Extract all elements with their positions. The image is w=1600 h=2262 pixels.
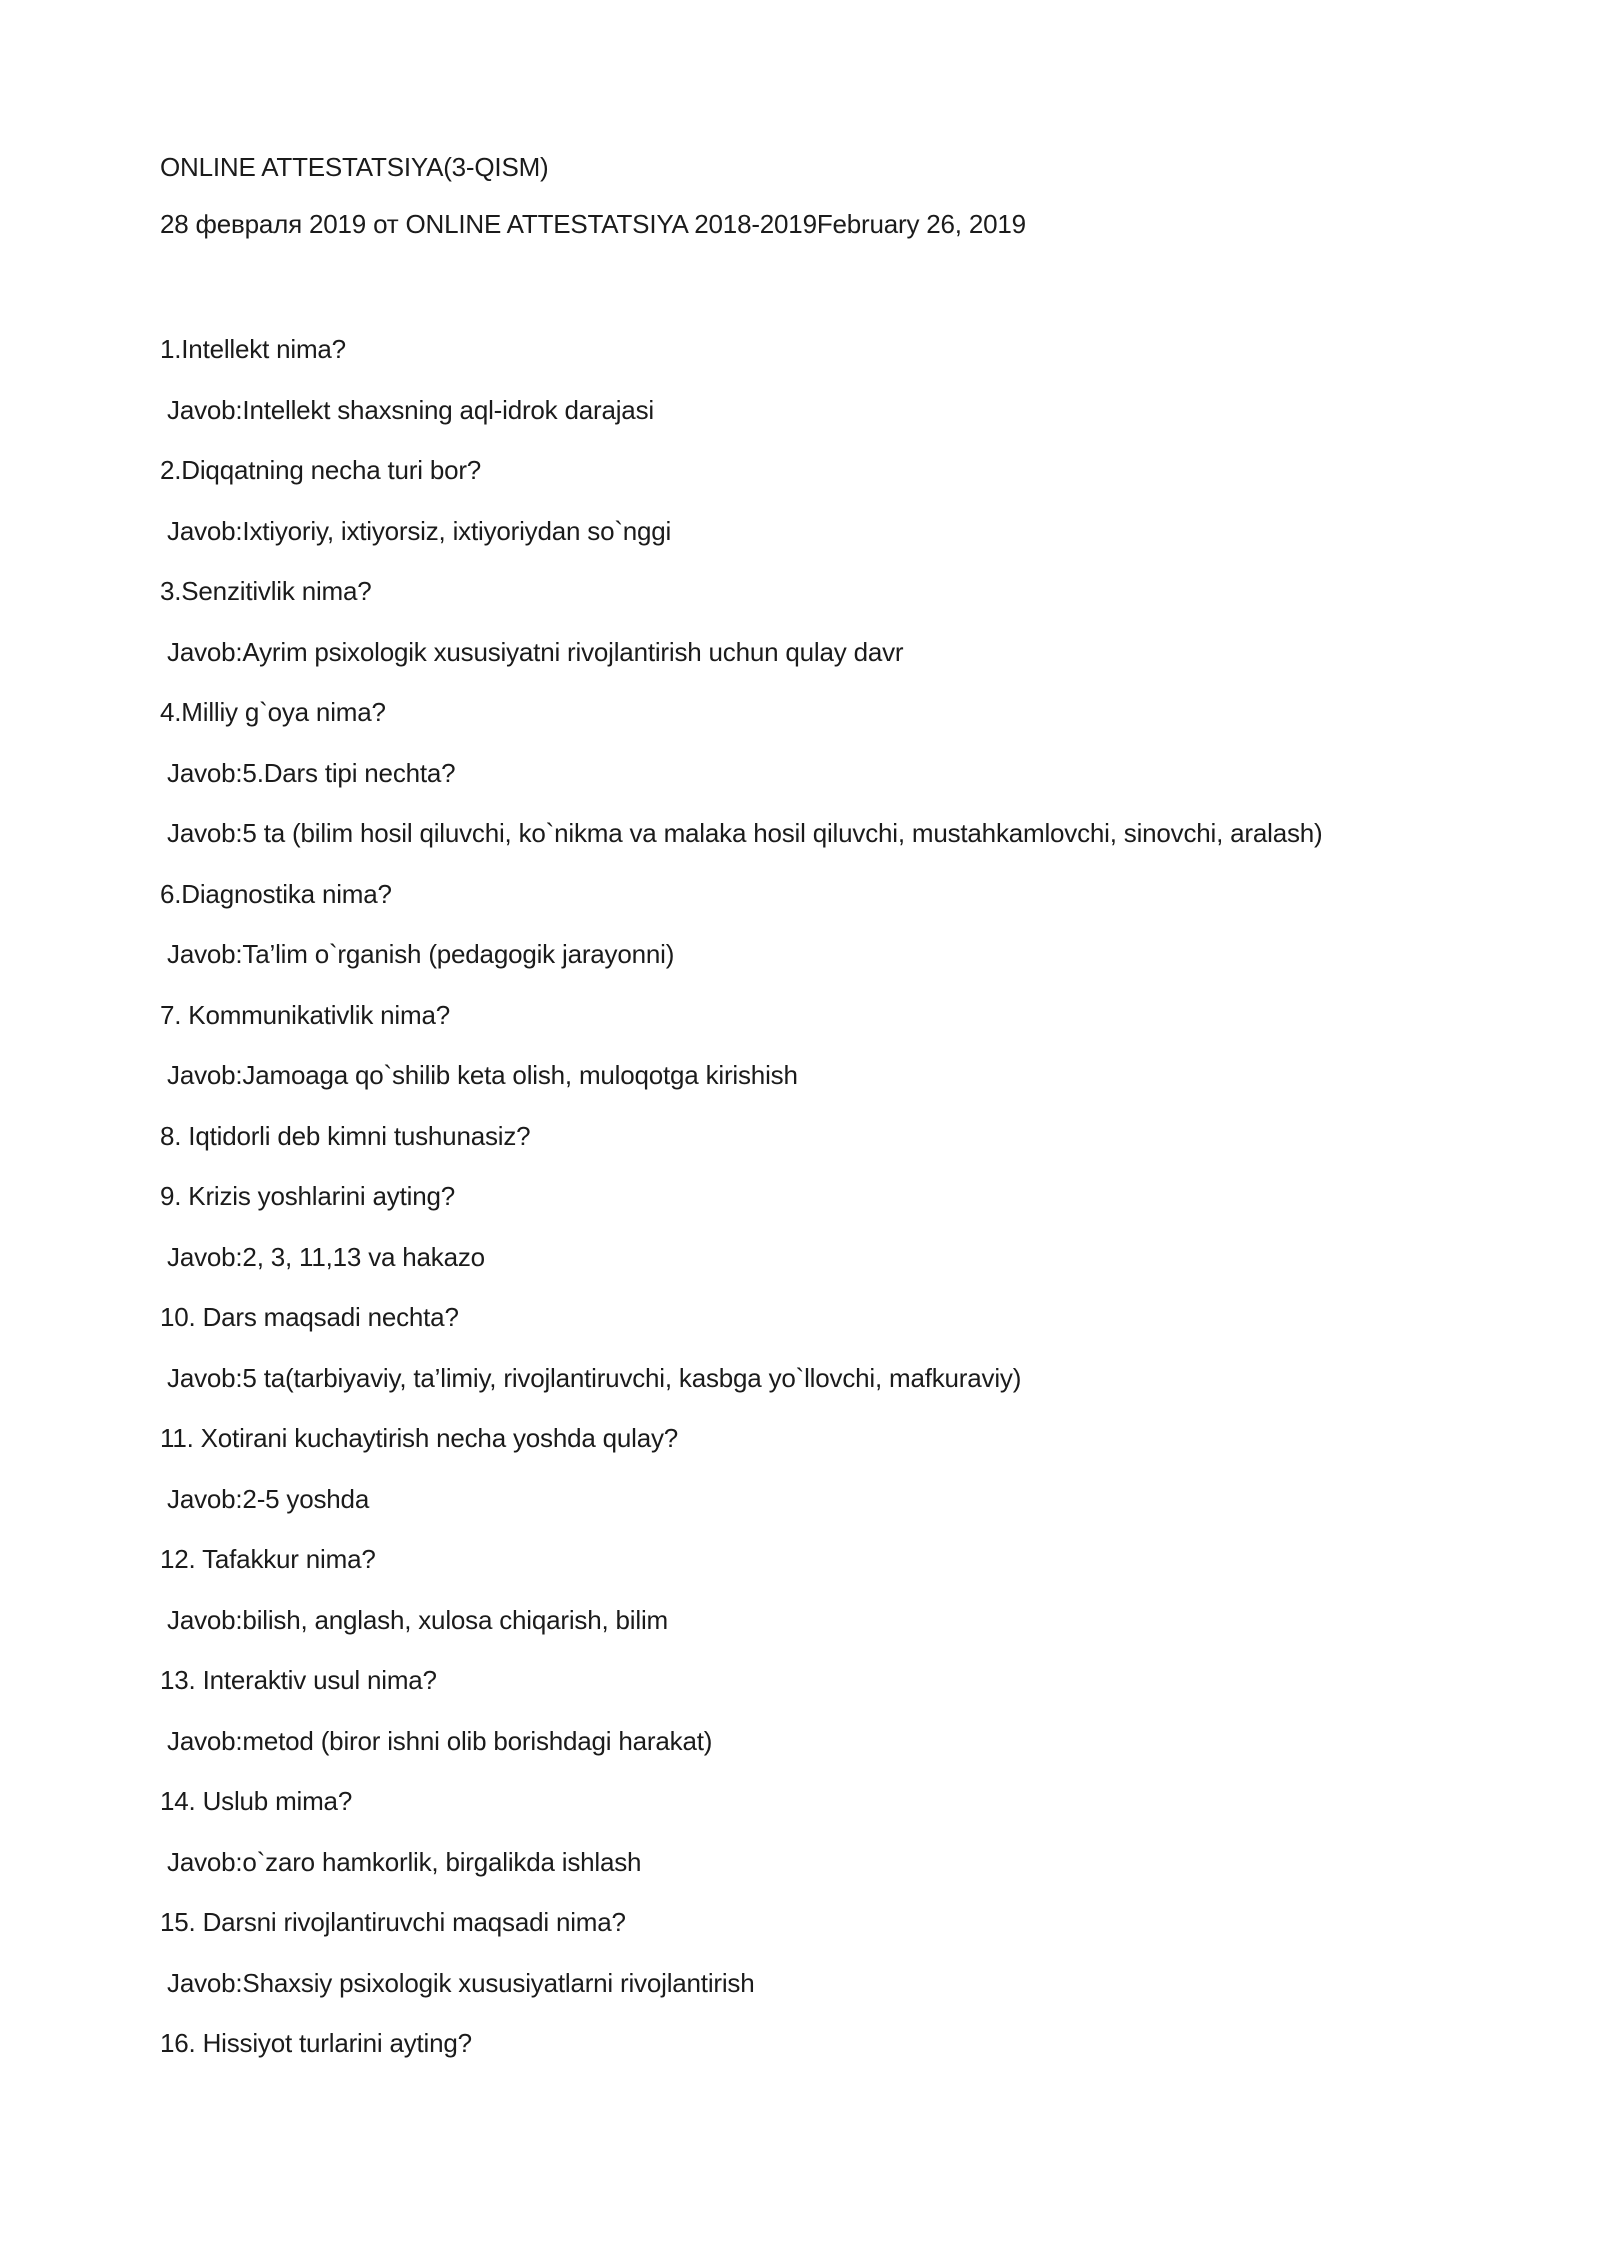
qa-line: 12. Tafakkur nima?	[160, 1544, 376, 1574]
qa-line: 13. Interaktiv usul nima?	[160, 1665, 437, 1695]
qa-line: Javob:bilish, anglash, xulosa chiqarish, bilim	[160, 1604, 668, 1635]
qa-line: 16. Hissiyot turlarini ayting?	[160, 2028, 472, 2058]
document-subtitle: 28 февраля 2019 от ONLINE ATTESTATSIYA 2018-2019February 26, 2019	[160, 209, 1026, 239]
qa-line: 15. Darsni rivojlantiruvchi maqsadi nima?	[160, 1907, 626, 1937]
qa-line: Javob:Jamoaga qo`shilib keta olish, muloqotga kirishish	[160, 1060, 798, 1090]
qa-line: Javob:Intellekt shaxsning aql-idrok darajasi	[160, 394, 654, 425]
qa-line: Javob:o`zaro hamkorlik, birgalikda ishlash	[160, 1846, 642, 1877]
qa-line: Javob:Ta’lim o`rganish (pedagogik jarayonni)	[160, 939, 675, 969]
qa-line: Javob:Ayrim psixologik xususiyatni rivojlantirish uchun qulay davr	[160, 636, 904, 667]
qa-line: 10. Dars maqsadi nechta?	[160, 1302, 459, 1332]
qa-line: 6.Diagnostika nima?	[160, 878, 392, 909]
qa-line: Javob:5 ta (bilim hosil qiluvchi, ko`nikma va malaka hosil qiluvchi, mustahkamlovchi, sinovchi, aralash)	[160, 818, 1323, 848]
qa-line: Javob:metod (biror ishni olib borishdagi harakat)	[160, 1725, 713, 1756]
qa-line: 9. Krizis yoshlarini ayting?	[160, 1181, 455, 1211]
qa-line: Javob:2-5 yoshda	[160, 1483, 370, 1514]
qa-line: 7. Kommunikativlik nima?	[160, 999, 450, 1030]
qa-line: 8. Iqtidorli deb kimni tushunasiz?	[160, 1120, 531, 1151]
qa-line: 11. Xotirani kuchaytirish necha yoshda qulay?	[160, 1423, 679, 1453]
qa-line: 4.Milliy g`oya nima?	[160, 697, 386, 727]
qa-line: Javob:5.Dars tipi nechta?	[160, 757, 456, 788]
qa-list	[160, 332, 1510, 2060]
qa-line: Javob:5 ta(tarbiyaviy, ta’limiy, rivojlantiruvchi, kasbga yo`llovchi, mafkuraviy)	[160, 1362, 1022, 1393]
qa-line: Javob:Shaxsiy psixologik xususiyatlarni rivojlantirish	[160, 1967, 755, 1998]
qa-line: 14. Uslub mima?	[160, 1786, 353, 1816]
document-title: ONLINE ATTESTATSIYA(3-QISM)	[160, 152, 549, 182]
qa-line: Javob:2, 3, 11,13 va hakazo	[160, 1241, 485, 1272]
qa-line: Javob:Ixtiyoriy, ixtiyorsiz, ixtiyoriydan so`nggi	[160, 515, 672, 546]
qa-line: 2.Diqqatning necha turi bor?	[160, 455, 482, 485]
qa-line: 1.Intellekt nima?	[160, 334, 346, 364]
qa-line: 3.Senzitivlik nima?	[160, 576, 372, 606]
